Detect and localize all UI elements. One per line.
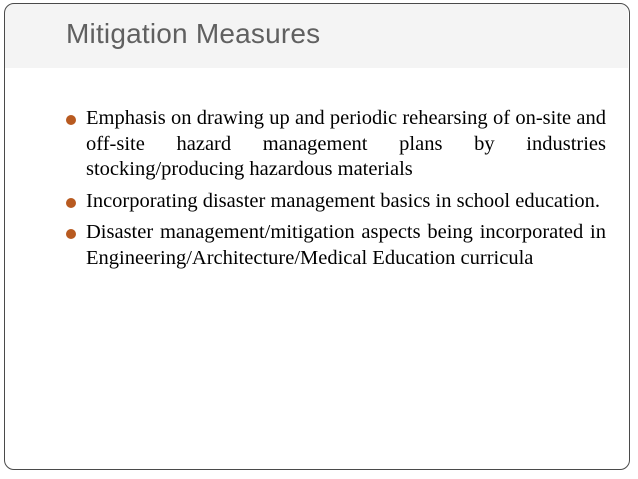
slide-title: Mitigation Measures [66,18,321,49]
bullet-item [66,189,606,215]
bullet-dot-icon [66,229,76,239]
bullet-list [66,106,606,277]
bullet-dot-icon [66,115,76,125]
bullet-dot-icon [66,198,76,208]
bullet-item [66,220,606,271]
bullet-text: Emphasis on drawing up and periodic rehearsing of on-site and off-site hazard management plans by industries stocking/producing hazardous materials [86,107,606,180]
bullet-text: Incorporating disaster management basics in school education. [86,189,601,212]
bullet-text: Disaster management/mitigation aspects being incorporated in Engineering/Architecture/Medical Education curricula [86,221,606,269]
bullet-item [66,106,606,183]
